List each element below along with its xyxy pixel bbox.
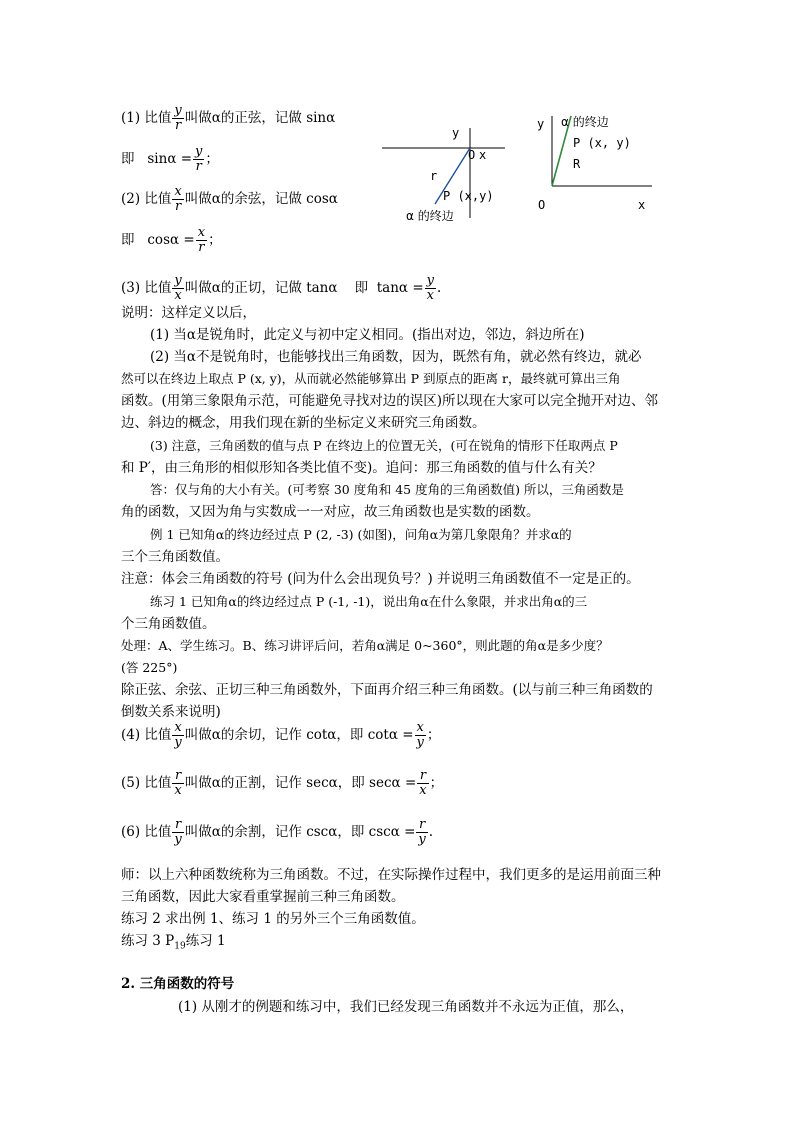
example-1: 例 1 已知角α的终边经过点 P (2, -3) (如图)，问角α为第几象限角？并求α的 xyxy=(150,527,572,542)
text-line: 三个三角函数值。 xyxy=(121,549,229,565)
exercise-2: 练习 2 求出例 1、练习 1 的另外三个三角函数值。 xyxy=(121,911,425,927)
text-line: (答 225°) xyxy=(121,660,178,675)
fig1-r-label: r xyxy=(430,169,438,183)
def-sin-equation: 即 sinα = $\frac{y}{r}$ ； xyxy=(121,144,219,174)
fig2-r-label: R xyxy=(573,157,581,171)
def-sin-line xyxy=(121,104,335,133)
def-sec-line: (5) 比值 $\frac{r}{x}$ 叫做α的正割，记作 secα，即 secα = $\frac{r}{x}$ ； xyxy=(121,768,444,798)
def-sin-label: (1) 比值 xyxy=(121,110,172,126)
text-line: 答：仅与角的大小有关。(可考察 30 度角和 45 度角的三角函数值) 所以，三角函数是 xyxy=(150,482,624,497)
def-cos-line: (2) 比值 $\frac{x}{r}$ 叫做α的余弦，记做 cosα xyxy=(121,184,338,214)
def-csc-line: (6) 比值 $\frac{r}{y}$ 叫做α的余割，记作 cscα，即 cscα = $\frac{r}{y}$ . xyxy=(121,817,434,847)
text-line: (2) 当α不是锐角时，也能够找出三角函数，因为，既然有角，就必然有终边，就必 xyxy=(150,349,642,365)
text-line: 函数。(用第三象限角示范，可能避免寻找对边的误区)所以现在大家可以完全抛开对边、邻 xyxy=(121,393,659,409)
text-line: (1) 当α是锐角时，此定义与初中定义相同。(指出对边，邻边，斜边所在) xyxy=(150,327,585,343)
fig1-o-label: O xyxy=(468,148,476,162)
fig1-side-label: α 的终边 xyxy=(406,209,454,223)
fig1-y-label: y xyxy=(452,126,460,140)
figure-third-quadrant xyxy=(380,118,515,228)
def-cot-line: (4) 比值 $\frac{x}{y}$ 叫做α的余切，记作 cotα，即 cotα = $\frac{x}{y}$ ； xyxy=(121,720,441,750)
note-line: 注意：体会三角函数的符号 (问为什么会出现负号？) 并说明三角函数值不一定是正的。 xyxy=(121,571,640,587)
def-sin-text: 叫做α的正弦，记做 sinα xyxy=(184,110,336,126)
text-line: 说明：这样定义以后， xyxy=(121,305,256,321)
fig1-x-label: x xyxy=(479,148,487,162)
text-line: 然可以在终边上取点 P (x, y)，从而就必然能够算出 P 到原点的距离 r，最终就可算出三角 xyxy=(121,371,621,386)
fig1-p-label: P (x,y) xyxy=(443,189,494,203)
fig2-o-label: O xyxy=(538,198,546,212)
figure-first-quadrant xyxy=(530,110,660,215)
def-tan-line: (3) 比值 $\frac{y}{x}$ 叫做α的正切，记做 tanα 即 tanα = $\frac{y}{x}$ . xyxy=(121,273,442,303)
exercise-1: 练习 1 已知角α的终边经过点 P (-1, -1)，说出角α在什么象限，并求出角α的三 xyxy=(150,594,588,609)
section-title: 2. 三角函数的符号 xyxy=(121,976,235,992)
def-cos-equation: 即 cosα = $\frac{x}{r}$ ； xyxy=(121,225,222,255)
text-line: 角的函数，又因为角与实数成一一对应，故三角函数也是实数的函数。 xyxy=(121,504,540,520)
text-line: 倒数关系来说明) xyxy=(121,704,221,720)
text-line: 处理：A、学生练习。B、练习讲评后问，若角α满足 0~360°，则此题的角α是多少度？ xyxy=(121,638,609,653)
text-line: 三角函数，因此大家看重掌握前三种三角函数。 xyxy=(121,889,405,905)
fig2-p-label: P (x, y) xyxy=(573,136,631,150)
fig2-alpha-label: α 的终边 xyxy=(561,115,609,129)
fig2-y-label: y xyxy=(537,117,545,131)
fig2-x-label: x xyxy=(638,198,646,212)
text-line: 师：以上六种函数统称为三角函数。不过，在实际操作过程中，我们更多的是运用前面三种 xyxy=(121,867,661,883)
text-line: 和 P′，由三角形的相似形知各类比值不变)。追问：那三角函数的值与什么有关？ xyxy=(121,460,602,476)
text-line: 边、斜边的概念，用我们现在新的坐标定义来研究三角函数。 xyxy=(121,415,486,431)
text-line: 除正弦、余弦、正切三种三角函数外，下面再介绍三种三角函数。(以与前三种三角函数的 xyxy=(121,682,653,698)
text-line: (3) 注意，三角函数的值与点 P 在终边上的位置无关，(可在锐角的情形下任取两点 P xyxy=(150,438,618,453)
exercise-3: 练习 3 $P_{19}$练习 1 xyxy=(121,933,226,952)
text-line: 个三角函数值。 xyxy=(121,616,216,632)
def-sin-fraction: $\frac{y}{r}$ xyxy=(174,103,182,133)
text-line: (1) 从刚才的例题和练习中，我们已经发现三角函数并不永远为正值，那么， xyxy=(178,999,634,1015)
